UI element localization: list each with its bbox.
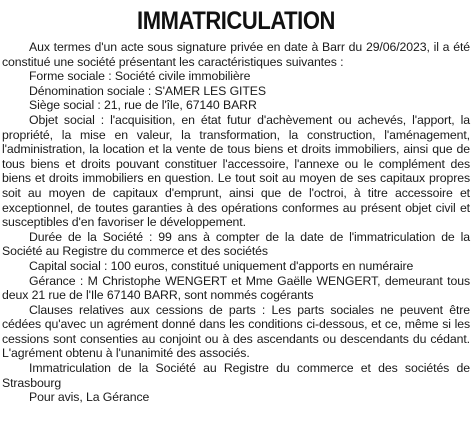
- company-name-line: Dénomination sociale : S'AMER LES GITES: [29, 83, 266, 98]
- share-capital-line: Capital social : 100 euros, constitué uniquement d'apports en numéraire: [29, 258, 414, 273]
- registered-office-line: Siège social : 21, rue de l'île, 67140 BARR: [29, 98, 257, 113]
- share-transfer-paragraph: Clauses relatives aux cessions de parts : Les parts sociales ne peuvent être cédées qu'avec un agrément donné dans les conditions ci-dessous, et ce, même si les cessions sont consenties au conjoint ou à des ascendants ou descendants du cédant. L'agrément obtenu à l'unanimité des associés.: [2, 302, 470, 361]
- intro-paragraph: Aux termes d'un acte sous signature privée en date à Barr du 29/06/2023, il a été constitué une société présentant les caractéristiques suivantes :: [2, 40, 470, 69]
- duration-paragraph: Durée de la Société : 99 ans à compter de la date de l'immatriculation de la Société au Registre du commerce et des sociétés: [2, 229, 470, 259]
- signature-line: Pour avis, La Gérance: [29, 390, 150, 405]
- management-paragraph: Gérance : M Christophe WENGERT et Mme Gaëlle WENGERT, demeurant tous deux 21 rue de l'Ile 67140 BARR, sont nommés cogérants: [2, 273, 470, 303]
- legal-form-line: Forme sociale : Société civile immobilière: [29, 69, 251, 84]
- notice-title: IMMATRICULATION: [137, 7, 335, 35]
- registration-paragraph: Immatriculation de la Société au Registre du commerce et des sociétés de Strasbourg: [2, 361, 470, 390]
- notice-body: [2, 40, 470, 405]
- corporate-purpose-paragraph: Objet social : l'acquisition, en état futur d'achèvement ou achevés, l'apport, la propriété, la mise en valeur, la transformation, la construction, l'aménagement, l'administration, la location et la vente de tous biens et droits immobiliers, ainsi que de tous biens et droits pouvant constituer l'accessoire, l'annexe ou le complément des biens et droits immobiliers en question. Le tout soit au moyen de ses capitaux propres soit au moyen de capitaux d'emprunt, ainsi que de l'octroi, à titre accessoire et exceptionnel, de toutes garanties à des opérations conformes au présent objet civil et susceptibles d'en favoriser le développement.: [2, 112, 470, 230]
